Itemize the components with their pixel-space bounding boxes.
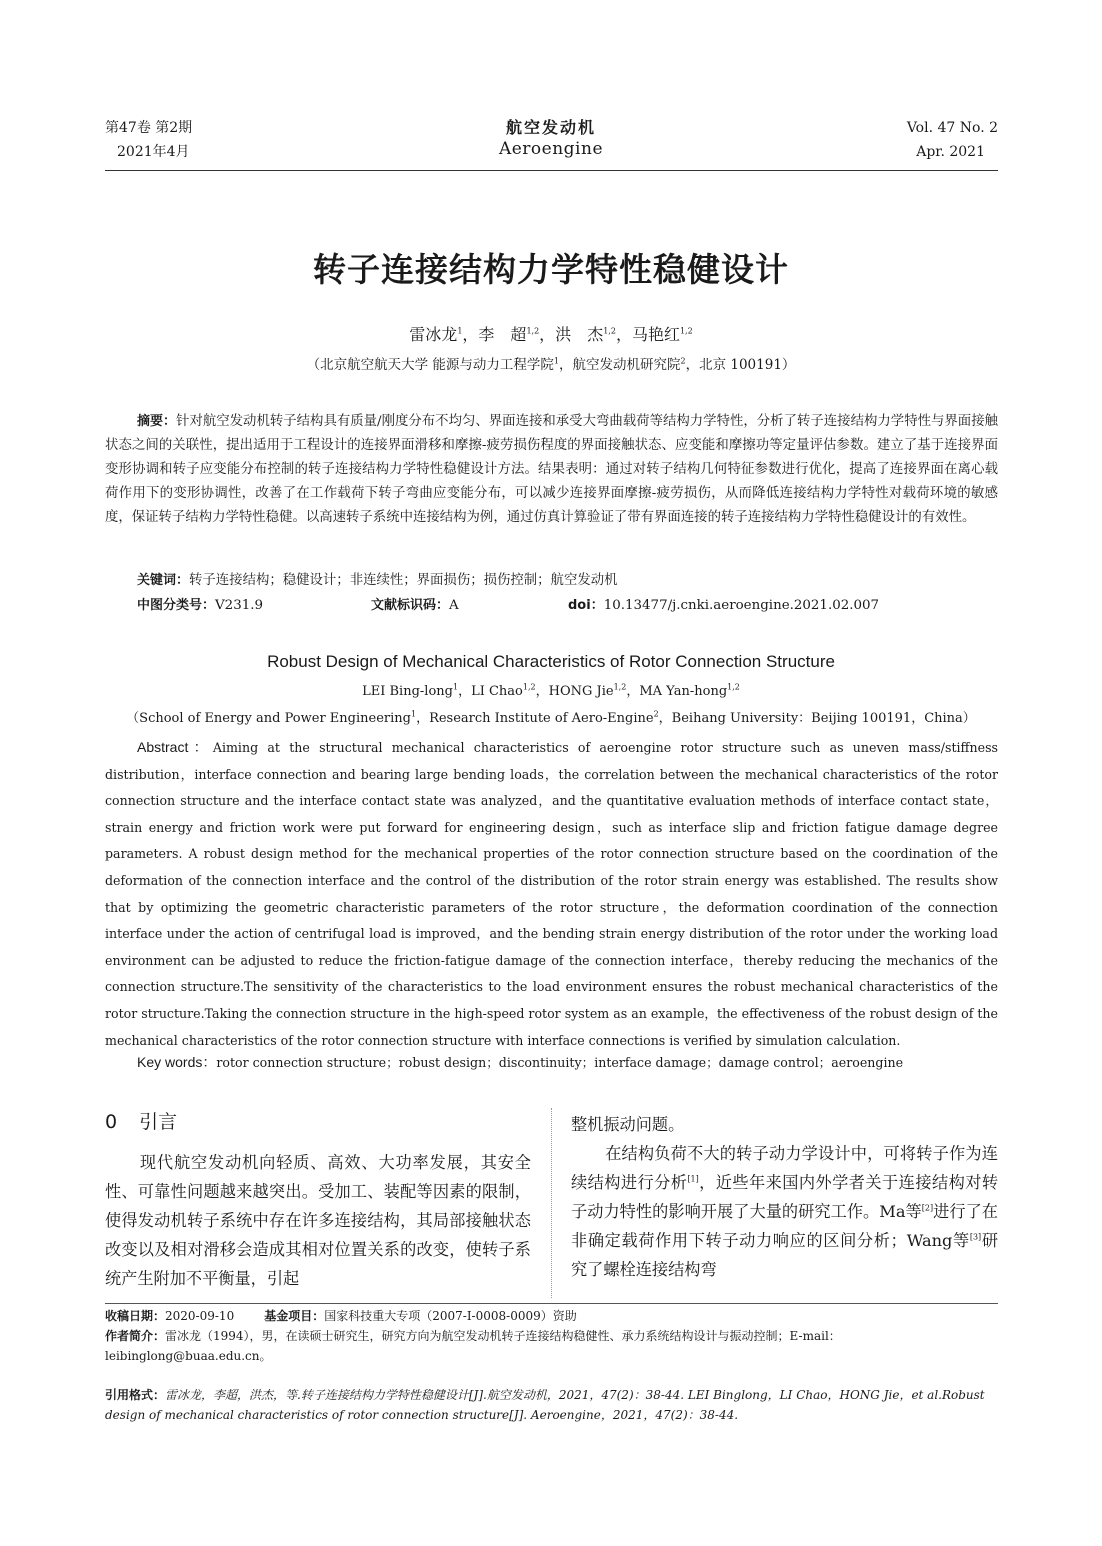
abstract-en-label: Abstract： bbox=[137, 739, 213, 755]
author-affil-mark: 1,2 bbox=[679, 326, 693, 336]
paper-title: 转子连接结构力学特性稳健设计 bbox=[313, 250, 789, 289]
reference-1[interactable]: [1] bbox=[687, 1174, 699, 1184]
column-divider bbox=[551, 1108, 552, 1298]
citation-label: 引用格式： bbox=[105, 1388, 166, 1402]
affiliation-en: （School of Energy and Power Engineering$^1$，Research Institute of Aero-Engine$^2$，Beihang University：Beijing 100191，China） bbox=[126, 709, 976, 726]
abstract-en-text: Aiming at the structural mechanical characteristics of aeroengine rotor structure such as uneven mass/stiffness distribution，interface connection and bearing large bending loads，the correlation between the mechanical characteristics of the rotor connection structure and the interface contact state was analyzed，and the quantitative evaluation methods of interface contact state，strain energy and friction work were put forward for engineering design，such as interface slip and friction fatigue damage degree parameters. A robust design method for the mechanical properties of the rotor connection structure based on the coordination of the deformation of the connection interface and the control of the distribution of the rotor strain energy was established. The results show that by optimizing the geometric characteristic parameters of the rotor structure，the deformation coordination of the connection interface under the action of centrifugal load is improved，and the bending strain energy distribution of the rotor under the working load environment can be adjusted to reduce the friction-fatigue damage of the connection interface，thereby reducing the mechanics of the connection structure.The sensitivity of the characteristics to the load environment ensures the robust mechanical characteristics of the rotor structure.Taking the connection structure in the high-speed rotor system as an example，the effectiveness of the robust design of the mechanical characteristics of the rotor connection structure with interface connections is verified by simulation calculation. bbox=[105, 740, 998, 1048]
intro-paragraph-2: 在结构负荷不大的转子动力学设计中，可将转子作为连续结构进行分析[1]，近些年来国内外学者关于连接结构对转子动力特性的影响开展了大量的研究工作。Ma等[2]进行了在非确定载荷作用下转子动力响应的区间分析；Wang等[3]研究了螺栓连接结构弯 bbox=[571, 1144, 999, 1279]
keywords-en-label: Key words： bbox=[137, 1054, 217, 1070]
author-list-en: LEI Bing-long$^1$，LI Chao$^{1,2}$，HONG Jie$^{1,2}$，MA Yan-hong$^{1,2}$ bbox=[362, 682, 740, 699]
keywords-cn-label: 关键词： bbox=[137, 573, 190, 588]
author-affil-mark: 1,2 bbox=[603, 326, 616, 336]
clc-number: 中图分类号：V231.9 bbox=[137, 598, 264, 613]
citation-text: 雷冰龙，李超，洪杰，等.转子连接结构力学特性稳健设计[J].航空发动机，2021，47(2)：38-44. LEI Binglong，LI Chao，HONG Jie，et al.Robust design of mechanical characteristics of rotor connection structure[J]. Aeroengine，2021，47(2)：38-44. bbox=[105, 1388, 985, 1422]
keywords-en bbox=[137, 1050, 998, 1075]
section-number: 0 bbox=[105, 1111, 118, 1133]
header-date-cn: 2021年4月 bbox=[117, 144, 190, 160]
reference-3[interactable]: [3] bbox=[969, 1232, 982, 1242]
header-volume: 第47卷 第2期 bbox=[105, 120, 193, 136]
paper-title-en: Robust Design of Mechanical Characteristics of Rotor Connection Structure bbox=[267, 652, 835, 671]
footnote-received-fund: 收稿日期：2020-09-10 基金项目：国家科技重大专项（2007-Ⅰ-0008-0009）资助 bbox=[105, 1309, 577, 1323]
body-right-column bbox=[571, 1110, 998, 1284]
keywords-cn bbox=[137, 570, 998, 592]
intro-paragraph: 现代航空发动机向轻质、高效、大功率发展，其安全性、可靠性问题越来越突出。受加工、装配等因素的限制，使得发动机转子系统中存在许多连接结构，其局部接触状态改变以及相对滑移会造成其相对位置关系的改变，使转子系统产生附加不平衡量，引起 bbox=[105, 1153, 531, 1288]
header-date-en: Apr. 2021 bbox=[916, 144, 985, 160]
reference-2[interactable]: [2] bbox=[921, 1203, 934, 1213]
author-name: 李 超 bbox=[478, 325, 527, 344]
abstract-en bbox=[105, 734, 998, 1054]
citation-format bbox=[105, 1385, 998, 1425]
footnote-author-bio: 作者简介：雷冰龙（1994），男，在读硕士研究生，研究方向为航空发动机转子连接结构稳健性、承力系统结构设计与振动控制；E-mail：leibinglong@buaa.edu.cn。 bbox=[105, 1329, 841, 1363]
author-name: 马艳红 bbox=[631, 325, 680, 344]
abstract-cn bbox=[105, 410, 998, 530]
journal-name-en: Aeroengine bbox=[498, 139, 604, 159]
keywords-en-text: rotor connection structure；robust design；discontinuity；interface damage；damage control；aeroengine bbox=[216, 1055, 904, 1070]
doi: doi：10.13477/j.cnki.aeroengine.2021.02.007 bbox=[568, 598, 880, 613]
body-left-column bbox=[105, 1148, 531, 1293]
section-heading bbox=[105, 1107, 177, 1134]
intro-continuation: 整机振动问题。 bbox=[571, 1115, 685, 1134]
author-list: 雷冰龙$^1$，李 超$^{1,2}$，洪 杰$^{1,2}$，马艳红$^{1,2}$ bbox=[409, 325, 693, 344]
abstract-cn-label: 摘要： bbox=[137, 414, 177, 429]
author-affil-mark: 1,2 bbox=[526, 326, 540, 336]
footnote-rule bbox=[105, 1303, 998, 1304]
affiliation: （北京航空航天大学 能源与动力工程学院$^1$，航空发动机研究院$^2$，北京 100191） bbox=[306, 356, 796, 373]
document-code: 文献标识码：A bbox=[371, 598, 459, 613]
journal-name-cn: 航空发动机 bbox=[505, 118, 596, 137]
section-title: 引言 bbox=[139, 1111, 178, 1133]
header-rule bbox=[105, 170, 998, 171]
author-name: 雷冰龙 bbox=[409, 325, 458, 344]
author-name: 洪 杰 bbox=[555, 325, 604, 344]
header-volume-en: Vol. 47 No. 2 bbox=[906, 120, 998, 136]
author-affil-mark: 1 bbox=[457, 326, 463, 336]
keywords-cn-text: 转子连接结构；稳健设计；非连续性；界面损伤；损伤控制；航空发动机 bbox=[189, 573, 618, 588]
abstract-cn-text: 针对航空发动机转子结构具有质量/刚度分布不均匀、界面连接和承受大弯曲载荷等结构力学特性，分析了转子连接结构力学特性与界面接触状态之间的关联性，提出适用于工程设计的连接界面滑移和摩擦-疲劳损伤程度的界面接触状态、应变能和摩擦功等定量评估参数。建立了基于连接界面变形协调和转子应变能分布控制的转子连接结构力学特性稳健设计方法。结果表明：通过对转子结构几何特征参数进行优化，提高了连接界面在离心载荷作用下的变形协调性，改善了在工作载荷下转子弯曲应变能分布，可以减少连接界面摩擦-疲劳损伤，从而降低连接结构力学特性对载荷环境的敏感度，保证转子结构力学特性稳健。以高速转子系统中连接结构为例，通过仿真计算验证了带有界面连接的转子连接结构力学特性稳健设计的有效性。 bbox=[105, 414, 998, 525]
doi-link[interactable]: 10.13477/j.cnki.aeroengine.2021.02.007 bbox=[603, 598, 880, 613]
